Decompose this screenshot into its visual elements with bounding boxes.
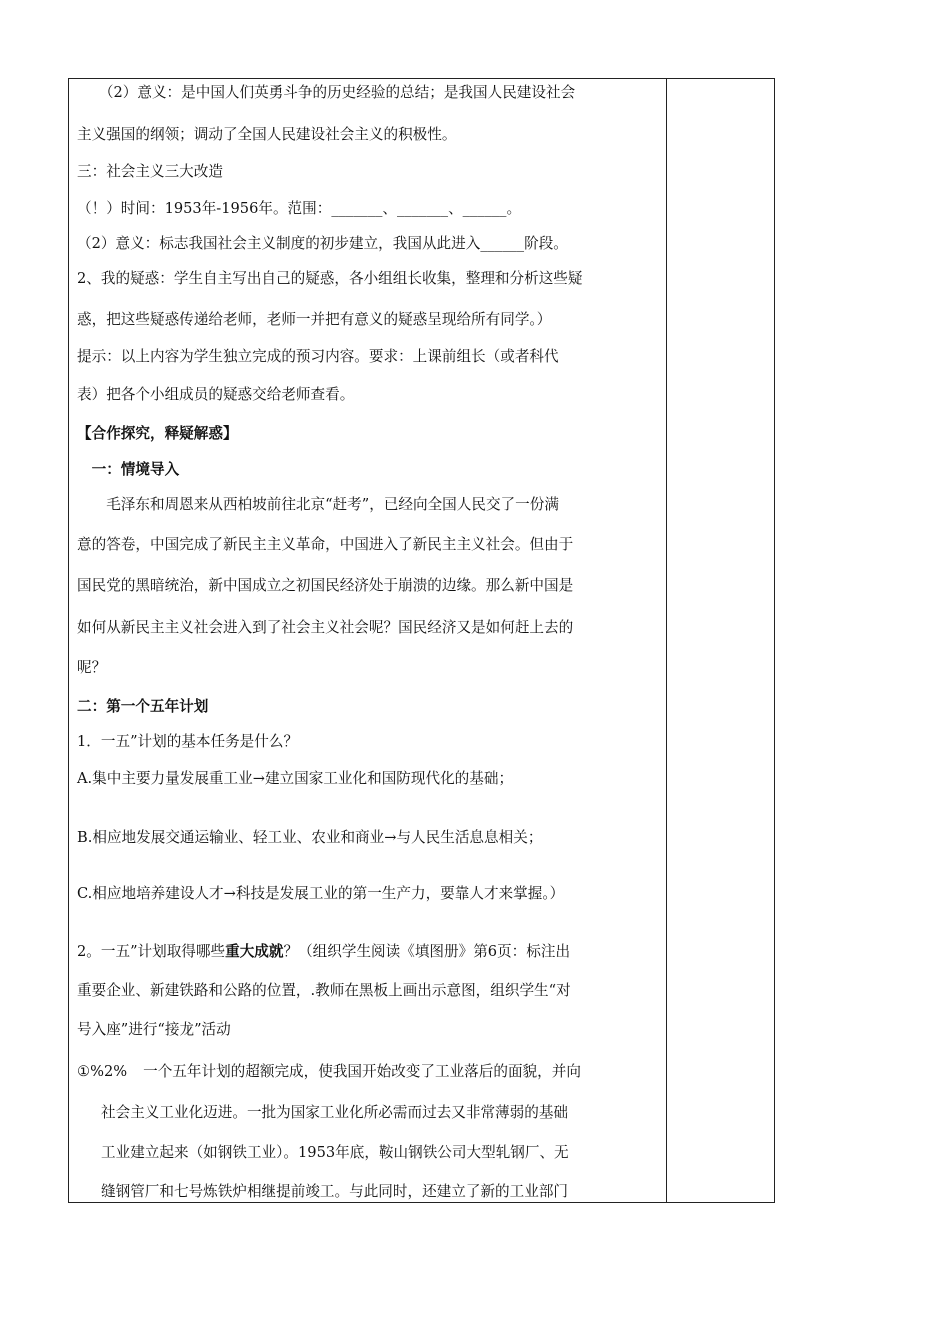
- text-line: 提示：以上内容为学生独立完成的预习内容。要求：上课前组长（或者科代: [77, 348, 559, 365]
- text-line: 号入座”进行“接龙”活动: [77, 1021, 231, 1038]
- text-line: 2、我的疑惑：学生自主写出自己的疑惑，各小组组长收集，整理和分析这些疑: [77, 270, 583, 287]
- text-line: 如何从新民主主义社会进入到了社会主义社会呢？国民经济又是如何赶上去的: [77, 619, 574, 636]
- text-line: 意的答卷，中国完成了新民主主义革命，中国进入了新民主主义社会。但由于: [77, 536, 574, 553]
- list-item: B.相应地发展交通运输业、轻工业、农业和商业→与人民生活息息相关；: [77, 829, 543, 846]
- list-item: C.相应地培养建设人才→科技是发展工业的第一生产力，要靠人才来掌握。）: [77, 885, 565, 902]
- question-line: [77, 942, 570, 962]
- section-heading: 二：第一个五年计划: [77, 698, 209, 715]
- question-prefix: 2。一五”计划取得哪些: [77, 943, 226, 960]
- text-line: 表）把各个小组成员的疑惑交给老师查看。: [77, 386, 355, 403]
- item-marker: ①%2%: [77, 1063, 128, 1080]
- text-line: （2）意义：是中国人们英勇斗争的历史经验的总结；是我国人民建设社会: [77, 84, 576, 101]
- text-line: 工业建立起来（如钢铁工业）。1953年底，鞍山钢铁公司大型轧钢厂、无: [101, 1144, 569, 1161]
- text-line: 社会主义工业化迈进。一批为国家工业化所必需而过去又非常薄弱的基础: [101, 1104, 569, 1121]
- question-line: 1．一五”计划的基本任务是什么？: [77, 733, 299, 750]
- text-line: 呢？: [77, 659, 107, 676]
- list-item: [77, 1062, 581, 1082]
- text-line: 主义强国的纲领；调动了全国人民建设社会主义的积极性。: [77, 126, 457, 143]
- text-line: 惑，把这些疑惑传递给老师，老师一并把有意义的疑惑呈现给所有同学。）: [77, 311, 552, 328]
- column-divider: [666, 79, 667, 1202]
- text-line: 毛泽东和周恩来从西柏坡前往北京“赶考”，已经向全国人民交了一份满: [77, 496, 559, 513]
- list-item: A.集中主要力量发展重工业→建立国家工业化和国防现代化的基础；: [77, 770, 514, 787]
- section-heading: 三：社会主义三大改造: [77, 163, 223, 180]
- text-line: （2）意义：标志我国社会主义制度的初步建立，我国从此进入______阶段。: [77, 235, 568, 252]
- text-line: 重要企业、新建铁路和公路的位置，.教师在黑板上画出示意图，组织学生“对: [77, 982, 571, 999]
- bold-phrase: 重大成就: [225, 943, 284, 960]
- question-suffix: ？（组织学生阅读《填图册》第6页：标注出: [283, 943, 571, 960]
- section-heading: 【合作探究，释疑解惑】: [77, 425, 238, 442]
- section-heading: 一：情境导入: [77, 461, 180, 478]
- lesson-plan-table: [68, 78, 775, 1203]
- text-line: 缝钢管厂和七号炼铁炉相继提前竣工。与此同时，还建立了新的工业部门: [101, 1183, 569, 1200]
- item-text: 一个五年计划的超额完成，使我国开始改变了工业落后的面貌，并向: [143, 1063, 581, 1080]
- text-line: （！）时间：1953年-1956年。范围：_______、_______、______。: [77, 200, 522, 217]
- text-line: 国民党的黑暗统治，新中国成立之初国民经济处于崩溃的边缘。那么新中国是: [77, 577, 574, 594]
